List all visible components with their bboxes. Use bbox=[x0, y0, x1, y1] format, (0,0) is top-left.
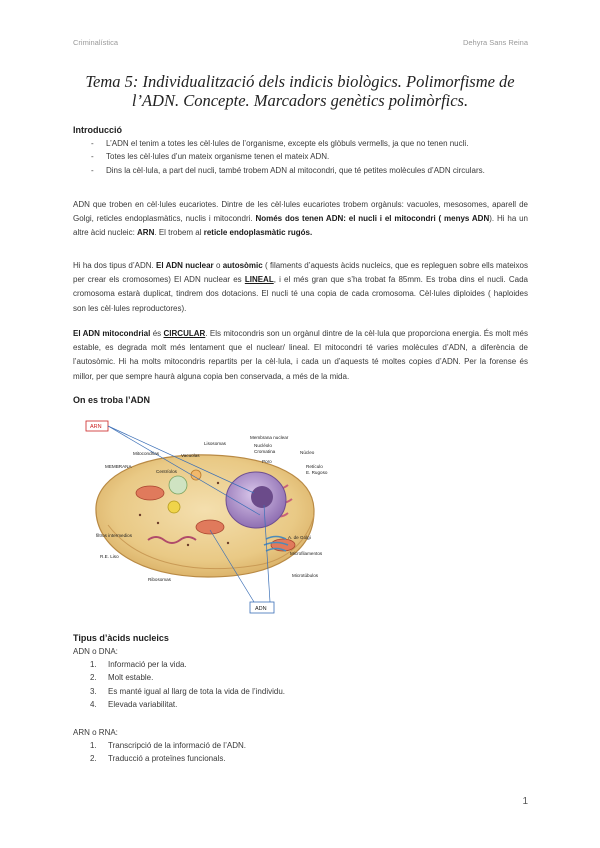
label-chromatin: Cromatina bbox=[254, 449, 276, 454]
header-left: Criminalística bbox=[73, 38, 119, 47]
cell-diagram bbox=[78, 415, 328, 615]
intro-heading: Introducció bbox=[73, 125, 122, 135]
header-right: Dehyra Sans Reina bbox=[462, 38, 528, 47]
label-membrane: MEMBRANA bbox=[105, 464, 132, 469]
adn-list bbox=[73, 658, 528, 712]
vacuole bbox=[169, 476, 187, 494]
lysosome bbox=[191, 470, 201, 480]
adn-callout-label: ADN bbox=[255, 606, 267, 612]
list-item: 4. Elevada variabilitat. bbox=[90, 700, 178, 710]
paragraph-eukaryotes: ADN que troben en cèl·lules eucariotes. Dintre de les cèl·lules eucariotes trobem orgànuls: vacuoles, mesosomes, aparell de Golgi, reticles endoplasmàtics, nuclis i mitocondri. Només dos tenen ADN: el nucli i el mitocondri ( menys ADN). Hi ha un altre àcid nucleic: ARN. El trobem al reticle endoplasmàtic rugós. bbox=[73, 200, 529, 238]
label-nuclear-membrane: Membrana nuclear bbox=[250, 435, 289, 440]
list-item: 1. Transcripció de la informació de l’ADN. bbox=[90, 741, 246, 750]
label-reticulum: Retículo bbox=[306, 464, 323, 469]
arn-list bbox=[73, 739, 528, 766]
label-intermediate-filaments: filtros intermedios bbox=[96, 533, 132, 538]
list-item: - Dins la cèl·lula, a part del nucli, també trobem ADN al mitocondri, que té petites molècules d’ADN circulars. bbox=[73, 164, 528, 177]
paragraph-nuclear-dna: Hi ha dos tipus d’ADN. El ADN nuclear o autosòmic ( filaments d’aquests àcids nucleics, que es repleguen sobre ells mateixos per crear els cromosomes) El ADN nuclear es LINEAL, i el més gran que s’ha trobat fa 85mm. Es troba dins el nucli. Cada cromosoma estarà duplicat, tindrem dos dotacions. El nucli té una copia de cada cromosoma. Cèl·lules diploides ( haploides son les cèl·lules reproductores). bbox=[73, 261, 529, 313]
list-item: 3. Es manté igual al llarg de tota la vida de l’individu. bbox=[90, 686, 285, 696]
mitochondrion bbox=[196, 520, 224, 534]
label-vacuoles: Vacuolas bbox=[181, 453, 200, 458]
list-item: 2. Molt estable. bbox=[90, 673, 154, 683]
list-item: - Totes les cèl·lules d’un mateix organisme tenen el mateix ADN. bbox=[73, 150, 528, 163]
centriole bbox=[168, 501, 180, 513]
arn-callout-label: ARN bbox=[90, 424, 102, 430]
label-centrioles: Centríolos bbox=[156, 469, 177, 474]
where-heading: On es troba l’ADN bbox=[73, 395, 151, 405]
types-heading: Tipus d’àcids nucleics bbox=[73, 633, 169, 643]
list-item: 2. Traducció a proteïnes funcionals. bbox=[90, 754, 226, 764]
intro-list bbox=[73, 137, 528, 177]
paragraph-mitochondrial-dna: El ADN mitocondrial és CIRCULAR. Els mitocondris son un orgànul dintre de la cèl·lula que proporciona energia. És molt més estable, es degrada molt més lentament que el nuclear/ lineal. El mitocondri té varies molècules d’ADN, a diferència de l’autosòmic. Hi ha molts mitocondris repartits per la cèl·lula, i cada un d’aquests té moltes copies d’ADN. Per la forense és millor, per que sempre haurà alguna copia ben conservada, a més de la mida. bbox=[73, 329, 528, 381]
page-title: Tema 5: Individualització dels indicis biològics. Polimorfisme de l’ADN. Concepte. Marcadors genètics polimòrfics. bbox=[85, 72, 515, 110]
label-pore: Poro bbox=[262, 459, 272, 464]
page-number: 1 bbox=[522, 796, 528, 807]
list-item: - L’ADN el tenim a totes les cèl·lules de l’organisme, excepte els glòbuls vermells, ja que no tenen nucli. bbox=[73, 137, 528, 150]
nucleolus bbox=[251, 486, 273, 508]
label-golgi: A. de Golgi bbox=[288, 535, 311, 540]
label-smooth-er: R.E. Liso bbox=[100, 554, 119, 559]
list-item: 1. Informació per la vida. bbox=[90, 660, 187, 669]
arn-label: ARN o RNA: bbox=[73, 728, 118, 737]
label-microfilaments: Microfilamentos bbox=[290, 551, 323, 556]
label-nucleolus: Nucléolo bbox=[254, 443, 272, 448]
label-rough-er: E. Rugoso bbox=[306, 470, 328, 475]
label-ribosomes: Ribosomas bbox=[148, 577, 171, 582]
mitochondrion bbox=[136, 486, 164, 500]
label-microtubules: Microtúbulos bbox=[292, 573, 319, 578]
label-lysosomes: Lisosomas bbox=[204, 441, 226, 446]
label-nucleus: Núcleo bbox=[300, 450, 315, 455]
adn-label: ADN o DNA: bbox=[73, 647, 118, 656]
label-mitochondria: Mitocondrias bbox=[133, 451, 160, 456]
